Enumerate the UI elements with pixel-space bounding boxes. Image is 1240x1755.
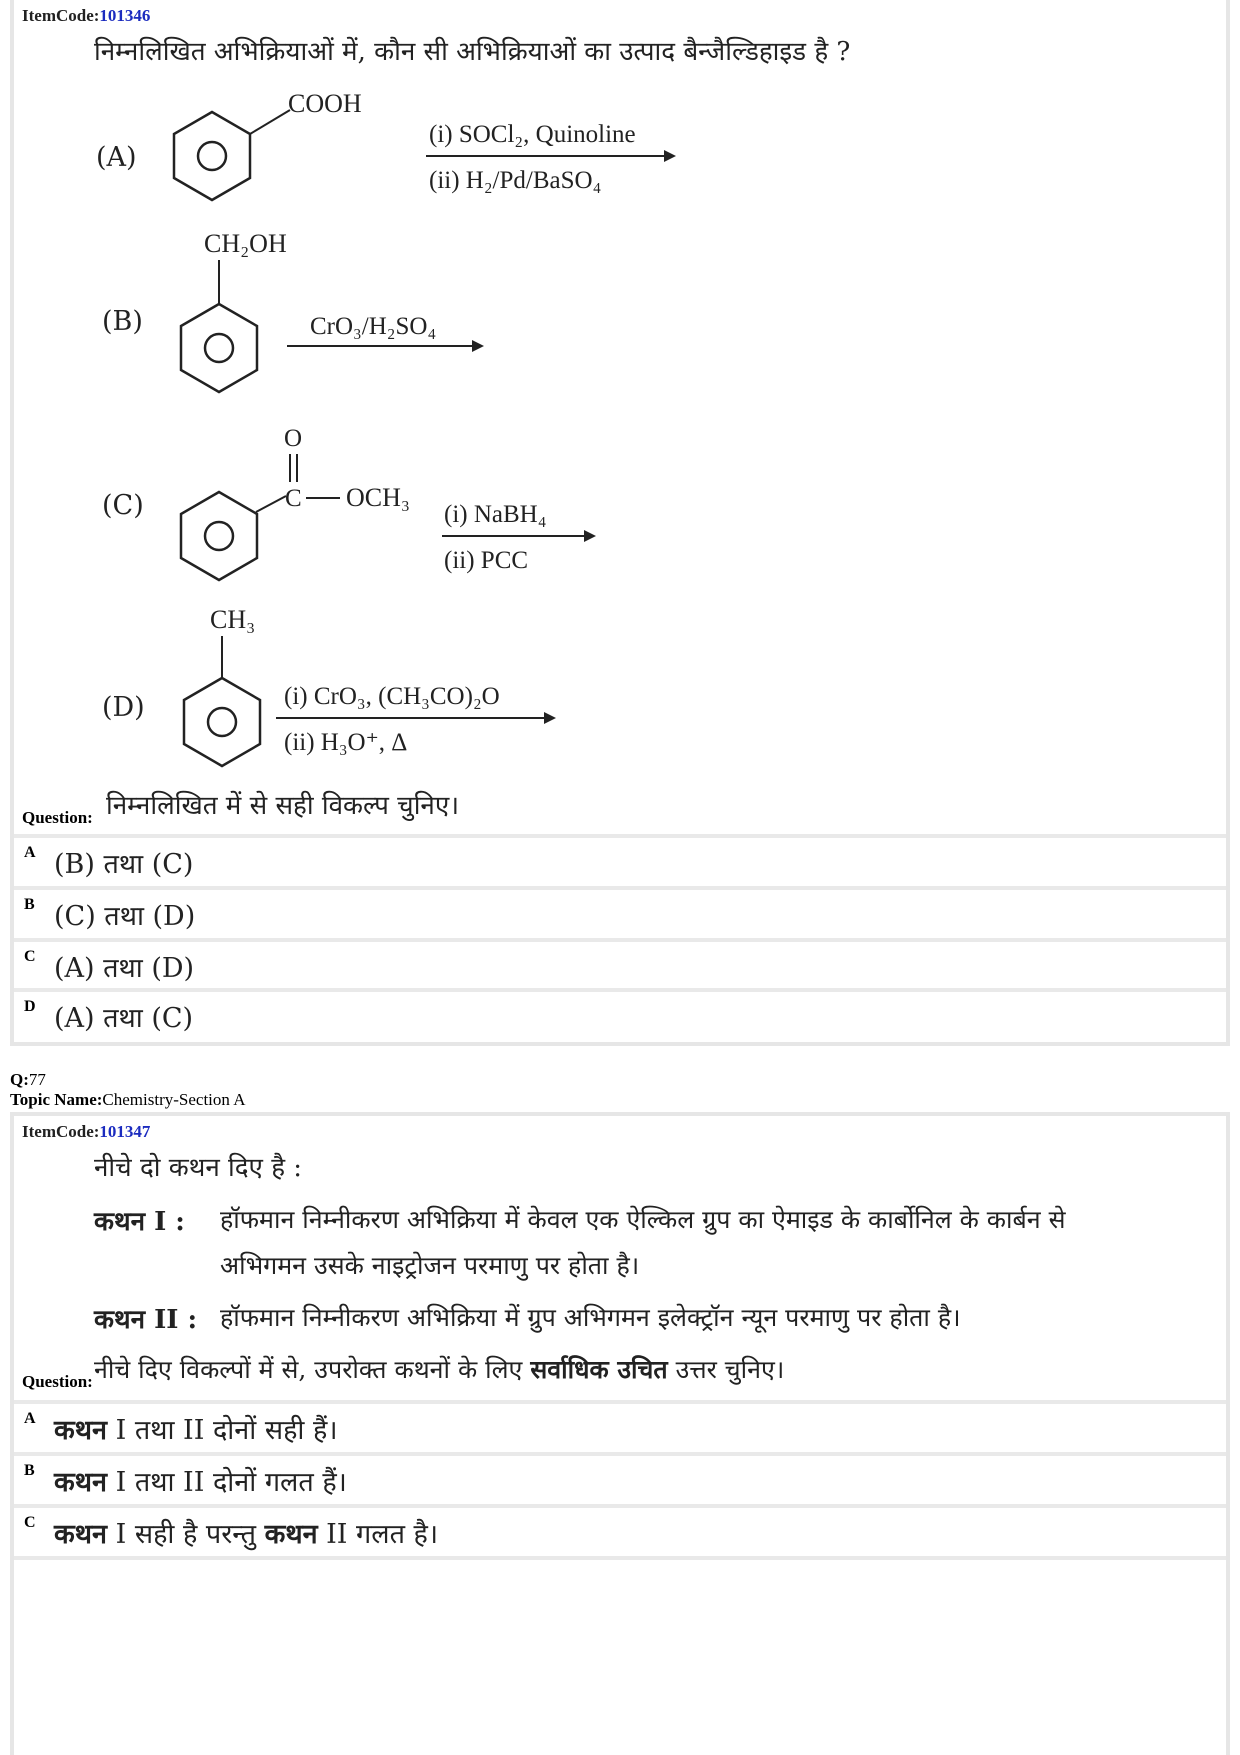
reaction-c-structure xyxy=(164,420,614,590)
statement-2-key: कथन II : xyxy=(94,1305,198,1335)
question-prompt xyxy=(94,1352,784,1386)
statement-1-line-2: अभिगमन उसके नाइट्रोजन परमाणु पर होता है। xyxy=(220,1251,640,1280)
substituent-label: OCH₃ xyxy=(346,483,410,512)
statement-1-key: कथन I : xyxy=(94,1207,185,1237)
option-letter: C xyxy=(24,1514,36,1531)
benzene-ring xyxy=(181,492,257,580)
reagent-top: (i) NaBH₄ xyxy=(444,501,547,528)
option-text: (A) तथा (C) xyxy=(54,1003,194,1034)
bond-line xyxy=(256,496,286,512)
reagent-bottom: (ii) PCC xyxy=(444,547,529,574)
option-c[interactable] xyxy=(14,1504,1226,1556)
option-text xyxy=(54,1410,338,1447)
option-a[interactable] xyxy=(14,1400,1226,1452)
carbonyl-carbon: C xyxy=(285,485,302,512)
option-letter: C xyxy=(24,948,36,965)
benzene-inner-circle xyxy=(205,334,233,362)
intro-text: नीचे दो कथन दिए है : xyxy=(94,1153,303,1183)
item-code-label: ItemCode: xyxy=(22,1122,100,1141)
prompt-after: उत्तर चुनिए। xyxy=(667,1355,785,1384)
option-letter: A xyxy=(24,844,36,861)
reaction-label-d: (D) xyxy=(102,692,145,723)
item-code-label: ItemCode: xyxy=(22,6,100,25)
substituent-label: CH₂OH xyxy=(204,229,287,258)
question-label: Question: xyxy=(22,808,93,827)
reaction-label-a: (A) xyxy=(96,142,137,173)
reaction-b-structure xyxy=(164,222,524,402)
question-number: 77 xyxy=(28,1070,46,1089)
option-text xyxy=(54,1514,438,1551)
option-b[interactable] xyxy=(14,886,1226,938)
option-letter: A xyxy=(24,1410,36,1427)
arrow-head xyxy=(584,530,596,542)
option-a[interactable] xyxy=(14,834,1226,886)
bond-line xyxy=(250,110,290,134)
reagent-top: CrO₃/H₂SO₄ xyxy=(310,313,437,340)
topic-name: Chemistry-Section A xyxy=(102,1090,246,1109)
reaction-label-c: (C) xyxy=(102,490,144,521)
question-label: Question: xyxy=(22,1372,93,1391)
option-body: I सही है परन्तु xyxy=(106,1519,265,1550)
reaction-d-structure xyxy=(164,598,624,778)
benzene-ring xyxy=(184,678,260,766)
arrow-head xyxy=(544,712,556,724)
benzene-inner-circle xyxy=(205,522,233,550)
substituent-label: COOH xyxy=(288,90,362,118)
question-prompt: निम्नलिखित में से सही विकल्प चुनिए। xyxy=(106,791,460,821)
option-text xyxy=(54,1462,347,1499)
reaction-a-structure xyxy=(164,90,684,210)
topic-line xyxy=(10,1090,245,1110)
option-c[interactable] xyxy=(14,938,1226,990)
divider xyxy=(14,1556,1226,1560)
question-block-77 xyxy=(10,1112,1230,1755)
statement-key: कथन xyxy=(54,1415,107,1446)
statement-2-text: हॉफमान निम्नीकरण अभिक्रिया में ग्रुप अभिगमन इलेक्ट्रॉन न्यून परमाणु पर होता है। xyxy=(220,1303,961,1332)
arrow-head xyxy=(472,340,484,352)
item-code-value: 101346 xyxy=(99,6,151,25)
option-letter: B xyxy=(24,1462,35,1479)
option-body: I तथा II दोनों सही हैं। xyxy=(106,1415,338,1446)
option-text: (C) तथा (D) xyxy=(54,901,196,932)
benzene-ring xyxy=(181,304,257,392)
item-code-value: 101347 xyxy=(99,1122,151,1141)
prompt-bold: सर्वाधिक उचित xyxy=(530,1355,668,1384)
carbonyl-oxygen: O xyxy=(284,425,303,452)
item-code-line xyxy=(22,1122,150,1142)
substituent-label: CH₃ xyxy=(210,605,256,634)
question-block-76 xyxy=(10,0,1230,1046)
reagent-top: (i) CrO₃, (CH₃CO)₂O xyxy=(284,683,500,710)
question-number-label: Q: xyxy=(10,1070,29,1089)
statement-key: कथन xyxy=(54,1519,107,1550)
item-code-line xyxy=(22,6,150,26)
question-number-line xyxy=(10,1070,46,1090)
statement-key: कथन xyxy=(54,1467,107,1498)
topic-label: Topic Name: xyxy=(10,1090,103,1109)
reagent-bottom: (ii) H₃O⁺, Δ xyxy=(284,729,408,756)
option-d[interactable] xyxy=(14,988,1226,1038)
prompt-before: नीचे दिए विकल्पों में से, उपरोक्त कथनों के लिए xyxy=(94,1355,531,1384)
reaction-label-b: (B) xyxy=(102,306,143,337)
option-letter: D xyxy=(24,998,36,1015)
option-body: I तथा II दोनों गलत हैं। xyxy=(106,1467,347,1498)
reagent-top: (i) SOCl₂, Quinoline xyxy=(429,121,636,148)
option-end: II गलत है। xyxy=(317,1519,439,1550)
question-stem: निम्नलिखित अभिक्रियाओं में, कौन सी अभिक्रियाओं का उत्पाद बैन्जैल्डिहाइड है ? xyxy=(94,37,851,67)
statement-key-2: कथन xyxy=(264,1519,318,1550)
benzene-inner-circle xyxy=(198,142,226,170)
arrow-head xyxy=(664,150,676,162)
option-text: (A) तथा (D) xyxy=(54,953,195,984)
reagent-bottom: (ii) H₂/Pd/BaSO₄ xyxy=(429,167,602,194)
option-letter: B xyxy=(24,896,35,913)
option-b[interactable] xyxy=(14,1452,1226,1504)
statement-1-line-1: हॉफमान निम्नीकरण अभिक्रिया में केवल एक ऐल्किल ग्रुप का ऐमाइड के कार्बोनिल के कार्बन से xyxy=(220,1205,1066,1234)
benzene-ring xyxy=(174,112,250,200)
benzene-inner-circle xyxy=(208,708,236,736)
option-text: (B) तथा (C) xyxy=(54,849,194,880)
